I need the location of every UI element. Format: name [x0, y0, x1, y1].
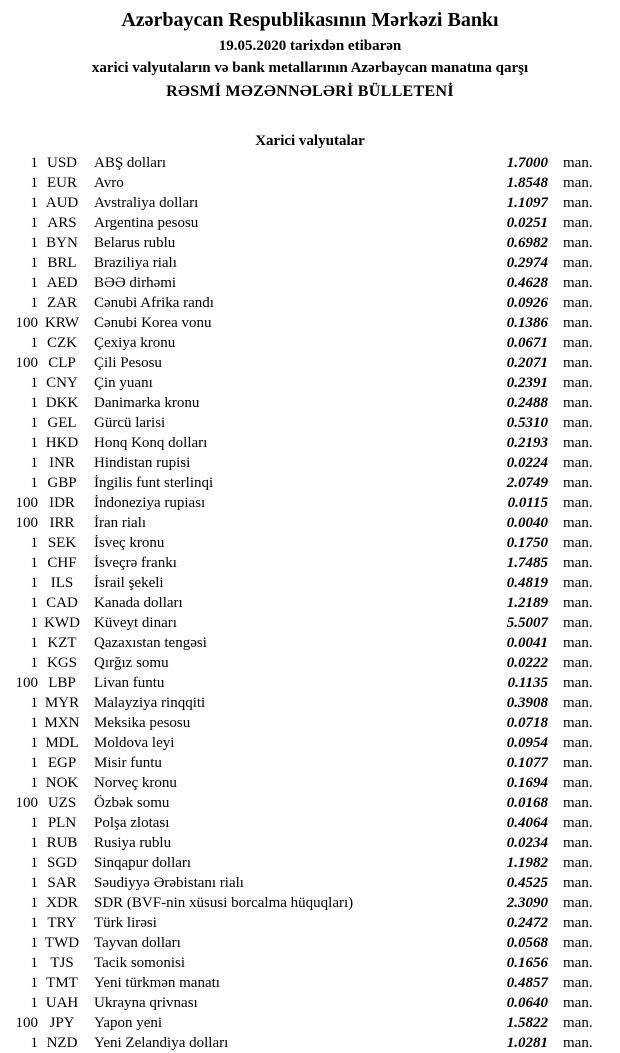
unit-cell: man.: [563, 1015, 593, 1031]
page-title: Azərbaycan Respublikasının Mərkəzi Bankı: [121, 9, 499, 31]
rate-value-cell: 1.7000: [506, 155, 548, 171]
quantity-cell: 1: [30, 775, 38, 791]
currency-name-cell: SDR (BVF-nin xüsusi borcalma hüquqları): [94, 895, 354, 911]
currency-name-cell: Qazaxıstan tengəsi: [94, 635, 207, 651]
currency-name-cell: Danimarka kronu: [94, 395, 200, 411]
currency-code-cell: KWD: [44, 615, 80, 631]
quantity-cell: 1: [30, 275, 38, 291]
currency-code-cell: KGS: [46, 655, 77, 671]
currency-code-cell: CAD: [46, 595, 78, 611]
rate-value-cell: 2.0749: [506, 475, 548, 491]
table-row: [0, 653, 620, 673]
quantity-cell: 1: [30, 835, 38, 851]
table-row: [0, 533, 620, 553]
currency-name-cell: Özbək somu: [94, 795, 170, 811]
currency-code-cell: IDR: [49, 495, 75, 511]
rate-value-cell: 0.1750: [506, 535, 548, 551]
currency-name-cell: Ukrayna qrivnası: [94, 995, 198, 1011]
rate-value-cell: 0.2391: [506, 375, 548, 391]
table-row: [0, 313, 620, 333]
currency-code-cell: BYN: [46, 235, 78, 251]
rate-value-cell: 0.0926: [506, 295, 548, 311]
currency-code-cell: BRL: [47, 255, 77, 271]
currency-name-cell: Sinqapur dolları: [94, 855, 192, 871]
rate-value-cell: 0.1694: [506, 775, 548, 791]
table-row: [0, 673, 620, 693]
rate-value-cell: 0.4525: [506, 875, 548, 891]
quantity-cell: 1: [30, 195, 38, 211]
currency-code-cell: SEK: [47, 535, 77, 551]
unit-cell: man.: [563, 155, 593, 171]
quantity-cell: 1: [30, 815, 38, 831]
currency-name-cell: Çin yuanı: [94, 375, 153, 391]
unit-cell: man.: [563, 415, 593, 431]
currency-code-cell: UZS: [47, 795, 77, 811]
quantity-cell: 100: [15, 315, 38, 331]
table-row: [0, 953, 620, 973]
rate-value-cell: 0.2472: [506, 915, 548, 931]
unit-cell: man.: [563, 895, 593, 911]
currency-code-cell: TWD: [44, 935, 80, 951]
unit-cell: man.: [563, 455, 593, 471]
rate-value-cell: 0.1386: [506, 315, 548, 331]
quantity-cell: 1: [30, 655, 38, 671]
currency-name-cell: Braziliya rialı: [94, 255, 177, 271]
rate-value-cell: 1.2189: [506, 595, 548, 611]
unit-cell: man.: [563, 935, 593, 951]
quantity-cell: 1: [30, 555, 38, 571]
quantity-cell: 1: [30, 935, 38, 951]
rate-value-cell: 0.0671: [506, 335, 548, 351]
table-row: [0, 453, 620, 473]
table-row: [0, 473, 620, 493]
currency-name-cell: Rusiya rublu: [94, 835, 172, 851]
currency-code-cell: MXN: [44, 715, 80, 731]
table-row: [0, 873, 620, 893]
unit-cell: man.: [563, 575, 593, 591]
currency-name-cell: Honq Konq dolları: [94, 435, 208, 451]
currency-code-cell: GEL: [47, 415, 77, 431]
rate-value-cell: 0.4819: [506, 575, 548, 591]
quantity-cell: 1: [30, 395, 38, 411]
unit-cell: man.: [563, 235, 593, 251]
unit-cell: man.: [563, 355, 593, 371]
rate-value-cell: 1.1097: [506, 195, 548, 211]
rate-value-cell: 0.4628: [506, 275, 548, 291]
table-row: [0, 413, 620, 433]
quantity-cell: 1: [30, 255, 38, 271]
rate-value-cell: 0.1135: [507, 675, 548, 691]
quantity-cell: 1: [30, 955, 38, 971]
table-row: [0, 893, 620, 913]
currency-name-cell: Avro: [94, 175, 124, 191]
currency-code-cell: CLP: [48, 355, 76, 371]
rate-value-cell: 0.5310: [506, 415, 548, 431]
quantity-cell: 100: [15, 495, 38, 511]
table-row: [0, 693, 620, 713]
unit-cell: man.: [563, 375, 593, 391]
currency-code-cell: CHF: [47, 555, 77, 571]
rate-value-cell: 0.4857: [506, 975, 548, 991]
quantity-cell: 1: [30, 215, 38, 231]
rate-value-cell: 0.0222: [506, 655, 548, 671]
rate-value-cell: 1.1982: [506, 855, 548, 871]
currency-name-cell: Tacik somonisi: [94, 955, 186, 971]
unit-cell: man.: [563, 735, 593, 751]
unit-cell: man.: [563, 975, 593, 991]
currency-name-cell: Kanada dolları: [94, 595, 183, 611]
unit-cell: man.: [563, 1035, 593, 1051]
quantity-cell: 1: [30, 175, 38, 191]
currency-code-cell: UAH: [45, 995, 79, 1011]
unit-cell: man.: [563, 475, 593, 491]
unit-cell: man.: [563, 615, 593, 631]
table-row: [0, 293, 620, 313]
currency-code-cell: USD: [46, 155, 77, 171]
currency-code-cell: XDR: [46, 895, 78, 911]
unit-cell: man.: [563, 595, 593, 611]
quantity-cell: 1: [30, 635, 38, 651]
rate-value-cell: 0.2488: [506, 395, 548, 411]
currency-name-cell: Belarus rublu: [94, 235, 176, 251]
rate-value-cell: 0.0718: [506, 715, 548, 731]
currency-name-cell: Hindistan rupisi: [94, 455, 191, 471]
table-row: [0, 813, 620, 833]
rate-value-cell: 0.1077: [506, 755, 548, 771]
currency-code-cell: EGP: [47, 755, 77, 771]
unit-cell: man.: [563, 875, 593, 891]
quantity-cell: 1: [30, 1035, 38, 1051]
currency-code-cell: MDL: [45, 735, 79, 751]
rates-table: [0, 153, 620, 1053]
table-row: [0, 513, 620, 533]
rate-value-cell: 0.0568: [506, 935, 548, 951]
currency-code-cell: CZK: [47, 335, 77, 351]
currency-code-cell: IRR: [49, 515, 75, 531]
currency-code-cell: AUD: [45, 195, 79, 211]
table-row: [0, 1013, 620, 1033]
table-row: [0, 993, 620, 1013]
section-title: Xarici valyutalar: [255, 133, 365, 149]
currency-name-cell: Çexiya kronu: [94, 335, 176, 351]
currency-code-cell: TRY: [47, 915, 77, 931]
unit-cell: man.: [563, 995, 593, 1011]
rate-value-cell: 0.2974: [506, 255, 548, 271]
currency-code-cell: MYR: [44, 695, 80, 711]
currency-code-cell: INR: [49, 455, 75, 471]
table-row: [0, 213, 620, 233]
unit-cell: man.: [563, 195, 593, 211]
unit-cell: man.: [563, 295, 593, 311]
unit-cell: man.: [563, 275, 593, 291]
table-row: [0, 193, 620, 213]
currency-name-cell: Gürcü larisi: [94, 415, 166, 431]
currency-name-cell: Livan funtu: [94, 675, 165, 691]
rate-value-cell: 0.0041: [506, 635, 548, 651]
quantity-cell: 1: [30, 715, 38, 731]
unit-cell: man.: [563, 635, 593, 651]
rate-value-cell: 2.3090: [506, 895, 548, 911]
quantity-cell: 1: [30, 875, 38, 891]
table-row: [0, 613, 620, 633]
rate-value-cell: 5.5007: [506, 615, 548, 631]
quantity-cell: 1: [30, 295, 38, 311]
rate-value-cell: 0.0954: [506, 735, 548, 751]
rate-value-cell: 1.0281: [506, 1035, 548, 1051]
unit-cell: man.: [563, 175, 593, 191]
currency-name-cell: Cənubi Korea vonu: [94, 315, 212, 331]
quantity-cell: 1: [30, 915, 38, 931]
rate-value-cell: 0.6982: [506, 235, 548, 251]
unit-cell: man.: [563, 555, 593, 571]
currency-name-cell: Meksika pesosu: [94, 715, 191, 731]
rate-value-cell: 0.3908: [506, 695, 548, 711]
currency-name-cell: Səudiyyə Ərəbistanı rialı: [94, 875, 244, 891]
rate-value-cell: 0.0251: [506, 215, 548, 231]
quantity-cell: 1: [30, 615, 38, 631]
currency-name-cell: Tayvan dolları: [94, 935, 181, 951]
unit-cell: man.: [563, 535, 593, 551]
currency-name-cell: Malayziya rinqqiti: [94, 695, 206, 711]
table-row: [0, 273, 620, 293]
currency-name-cell: Norveç kronu: [94, 775, 177, 791]
table-row: [0, 173, 620, 193]
unit-cell: man.: [563, 435, 593, 451]
unit-cell: man.: [563, 495, 593, 511]
currency-name-cell: Türk lirəsi: [94, 915, 157, 931]
unit-cell: man.: [563, 955, 593, 971]
currency-name-cell: Qırğız somu: [94, 655, 169, 671]
table-row: [0, 793, 620, 813]
unit-cell: man.: [563, 215, 593, 231]
quantity-cell: 1: [30, 475, 38, 491]
quantity-cell: 1: [30, 735, 38, 751]
currency-name-cell: Yapon yeni: [94, 1015, 163, 1031]
currency-code-cell: KZT: [47, 635, 77, 651]
unit-cell: man.: [563, 755, 593, 771]
currency-code-cell: HKD: [45, 435, 79, 451]
currency-code-cell: TMT: [46, 975, 78, 991]
currency-code-cell: NZD: [46, 1035, 78, 1051]
quantity-cell: 1: [30, 575, 38, 591]
quantity-cell: 100: [15, 515, 38, 531]
quantity-cell: 1: [30, 335, 38, 351]
currency-code-cell: EUR: [47, 175, 77, 191]
currency-code-cell: CNY: [46, 375, 78, 391]
quantity-cell: 1: [30, 535, 38, 551]
table-row: [0, 333, 620, 353]
table-row: [0, 433, 620, 453]
unit-cell: man.: [563, 795, 593, 811]
quantity-cell: 1: [30, 415, 38, 431]
quantity-cell: 1: [30, 455, 38, 471]
currency-code-cell: DKK: [45, 395, 79, 411]
table-row: [0, 933, 620, 953]
effective-date-line: 19.05.2020 tarixdən etibarən: [218, 38, 402, 54]
quantity-cell: 1: [30, 855, 38, 871]
currency-code-cell: JPY: [49, 1015, 75, 1031]
unit-cell: man.: [563, 695, 593, 711]
unit-cell: man.: [563, 515, 593, 531]
quantity-cell: 1: [30, 595, 38, 611]
table-row: [0, 973, 620, 993]
unit-cell: man.: [563, 255, 593, 271]
table-row: [0, 853, 620, 873]
table-row: [0, 493, 620, 513]
currency-name-cell: Moldova leyi: [94, 735, 175, 751]
table-row: [0, 353, 620, 373]
currency-name-cell: İndoneziya rupiası: [94, 495, 206, 511]
rate-value-cell: 1.5822: [506, 1015, 548, 1031]
table-row: [0, 593, 620, 613]
currency-name-cell: İsveçrə frankı: [94, 555, 177, 571]
currency-name-cell: Misir funtu: [94, 755, 162, 771]
currency-name-cell: İran rialı: [94, 515, 147, 531]
rate-value-cell: 0.2071: [506, 355, 548, 371]
currency-code-cell: AED: [46, 275, 78, 291]
currency-code-cell: RUB: [46, 835, 78, 851]
rate-value-cell: 0.0234: [506, 835, 548, 851]
table-row: [0, 373, 620, 393]
quantity-cell: 100: [15, 1015, 38, 1031]
quantity-cell: 1: [30, 155, 38, 171]
table-row: [0, 153, 620, 173]
quantity-cell: 1: [30, 235, 38, 251]
table-row: [0, 713, 620, 733]
rate-value-cell: 0.2193: [506, 435, 548, 451]
table-row: [0, 253, 620, 273]
currency-code-cell: ARS: [47, 215, 77, 231]
unit-cell: man.: [563, 655, 593, 671]
quantity-cell: 1: [30, 975, 38, 991]
table-row: [0, 753, 620, 773]
currency-name-cell: Yeni türkmən manatı: [94, 975, 220, 991]
currency-name-cell: Yeni Zelandiya dolları: [94, 1035, 229, 1051]
currency-name-cell: BƏƏ dirhəmi: [94, 275, 177, 291]
currency-code-cell: GBP: [47, 475, 77, 491]
currency-name-cell: Küveyt dinarı: [94, 615, 177, 631]
currency-code-cell: NOK: [45, 775, 79, 791]
currency-name-cell: Avstraliya dolları: [94, 195, 199, 211]
currency-name-cell: İngilis funt sterlinqi: [94, 475, 214, 491]
currency-code-cell: LBP: [48, 675, 76, 691]
table-row: [0, 573, 620, 593]
rate-value-cell: 0.0115: [507, 495, 548, 511]
table-row: [0, 733, 620, 753]
unit-cell: man.: [563, 715, 593, 731]
currency-name-cell: Cənubi Afrika randı: [94, 295, 214, 311]
rate-value-cell: 1.8548: [506, 175, 548, 191]
currency-name-cell: ABŞ dolları: [94, 155, 167, 171]
quantity-cell: 100: [15, 675, 38, 691]
rate-value-cell: 0.0224: [506, 455, 548, 471]
unit-cell: man.: [563, 775, 593, 791]
unit-cell: man.: [563, 675, 593, 691]
table-row: [0, 393, 620, 413]
quantity-cell: 1: [30, 895, 38, 911]
table-row: [0, 553, 620, 573]
table-row: [0, 1033, 620, 1053]
table-row: [0, 913, 620, 933]
table-row: [0, 833, 620, 853]
currency-code-cell: KRW: [44, 315, 80, 331]
currency-name-cell: İsrail şekeli: [94, 575, 164, 591]
rate-value-cell: 0.0040: [506, 515, 548, 531]
rate-value-cell: 0.1656: [506, 955, 548, 971]
unit-cell: man.: [563, 855, 593, 871]
scope-line: xarici valyutaların və bank metallarının Azərbaycan manatına qarşı: [91, 60, 529, 76]
unit-cell: man.: [563, 915, 593, 931]
table-row: [0, 633, 620, 653]
quantity-cell: 1: [30, 695, 38, 711]
table-row: [0, 233, 620, 253]
unit-cell: man.: [563, 335, 593, 351]
quantity-cell: 1: [30, 995, 38, 1011]
unit-cell: man.: [563, 815, 593, 831]
rate-value-cell: 0.0640: [506, 995, 548, 1011]
quantity-cell: 1: [30, 375, 38, 391]
unit-cell: man.: [563, 835, 593, 851]
rate-value-cell: 1.7485: [506, 555, 548, 571]
rate-value-cell: 0.4064: [506, 815, 548, 831]
currency-code-cell: ILS: [50, 575, 74, 591]
currency-name-cell: Argentina pesosu: [94, 215, 199, 231]
rate-value-cell: 0.0168: [506, 795, 548, 811]
currency-code-cell: TJS: [50, 955, 74, 971]
quantity-cell: 1: [30, 435, 38, 451]
currency-code-cell: SAR: [47, 875, 77, 891]
currency-code-cell: PLN: [47, 815, 77, 831]
currency-name-cell: İsveç kronu: [94, 535, 165, 551]
currency-name-cell: Çili Pesosu: [94, 355, 162, 371]
quantity-cell: 100: [15, 795, 38, 811]
table-row: [0, 773, 620, 793]
unit-cell: man.: [563, 395, 593, 411]
quantity-cell: 100: [15, 355, 38, 371]
unit-cell: man.: [563, 315, 593, 331]
bulletin-title: RƏSMİ MƏZƏNNƏLƏRİ BÜLLETENİ: [166, 83, 454, 100]
currency-name-cell: Polşa zlotası: [94, 815, 170, 831]
currency-code-cell: SGD: [46, 855, 77, 871]
quantity-cell: 1: [30, 755, 38, 771]
currency-code-cell: ZAR: [47, 295, 77, 311]
